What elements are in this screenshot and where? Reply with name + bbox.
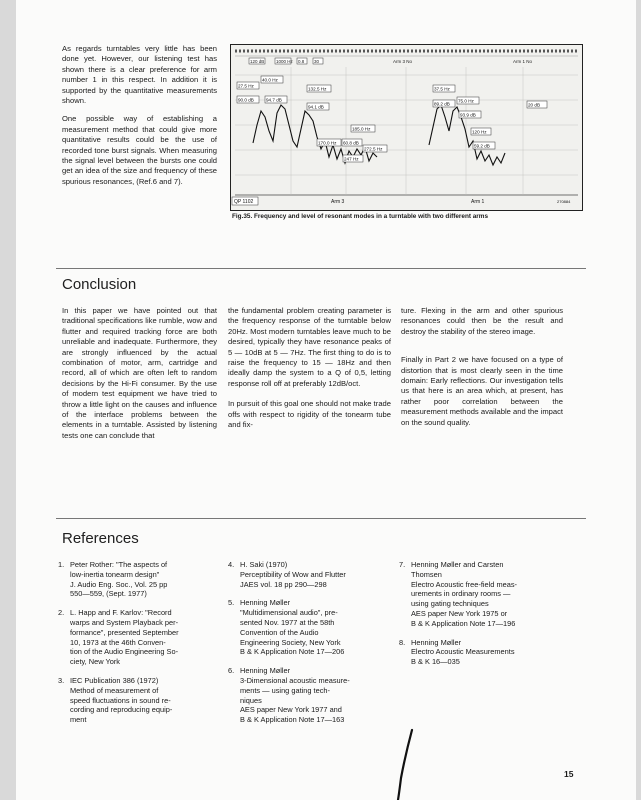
reference-item: 8. Henning Møller Electro Acoustic Measurements B & K 16—035 [399, 637, 515, 667]
marker-label: 90.0 dB [238, 97, 254, 103]
marker-label: 89.2 dB [434, 101, 450, 107]
conclusion-paragraph: ture. Flexing in the arm and other spurious resonances could then be the result and destroy the stability of the stereo image. [401, 306, 563, 336]
conclusion-paragraph: the fundamental problem creating parameter is the frequency response of the turntable below 20Hz. Most modern turntables leave much to be desired, typically they have resonance peaks of 5 — 10dB at 5 — 7Hz. The first thing to do is to raise the frequency to 15 — 18Hz and then ideally damp the system to a Q of 0,5, letting response roll off at preferably 12dB/oct. [228, 306, 391, 388]
marker-label: 272.5 Hz [364, 146, 383, 152]
conclusion-paragraph: In this paper we have pointed out that traditional specifications like rumble, wow and flutter and required tracking force are both unreliable and inadequate. Furthermore, they are strongly influenced by the actual combination of motor, arm, cartridge and record, all of which are often left to random decisions by the Hi-Fi consumer. By the use of modern test equipment we have tried to throw a little light on the causes and influence of the interface problems between the elements in a turntable. Assisted by listening tests one can conclude that [62, 306, 217, 440]
reference-item: 1. Peter Rother: "The aspects of low-inertia tonearm design" J. Audio Eng. Soc., Vol. 25 pp 550—559, (Sept. 1977) [58, 560, 168, 599]
pen-stroke-mark [16, 0, 636, 800]
document-page [16, 0, 636, 800]
marker-label: 247 Hz [344, 156, 359, 162]
figure-caption: Fig.35. Frequency and level of resonant modes in a turntable with two different arms [232, 213, 489, 220]
reference-item: 5. Henning Møller "Multidimensional audio", pre- sented Nov. 1977 at the 58th Convention of the Audio Engineering Society, New York B & K Application Note 17—206 [228, 598, 345, 657]
intro-paragraph-2: One possible way of establishing a measurement method that could give more quantitative results could be the use of recorded tone burst signals. When measuring the signal level between the bursts one could get an idea of the size and frequency of these spurious resonances, (Ref.6 and 7). [62, 114, 217, 186]
marker-label: 170.0 Hz [318, 140, 337, 146]
figure-code-label: 270884 [557, 199, 571, 204]
reference-item: 2. L. Happ and F. Karlov: "Record warps and System Playback per- formance", presented September 10, 1973 at the 46th Conven- tion of the Audio Engineering So- ciety, New York [58, 608, 179, 667]
reference-item: 7. Henning Møller and Carsten Thomsen Electro Acoustic free-field meas- urements in ordinary rooms — using gating techniques AES paper New York 1975 or B & K Application Note 17—196 [399, 560, 517, 628]
marker-label: 37.5 Hz [434, 86, 450, 92]
reference-item: 6. Henning Møller 3-Dimensional acoustic measure- ments — using gating tech- niques AES paper New York 1977 and B & K Application Note 17—163 [228, 666, 350, 725]
reference-item: 4. H. Saki (1970) Perceptibility of Wow and Flutter JAES vol. 18 pp 290—298 [228, 560, 346, 589]
scale-label: 1000 Hz [276, 59, 293, 64]
scale-label: 0.8 [298, 59, 305, 64]
scale-label: 30 [314, 59, 320, 64]
conclusion-paragraph: In pursuit of this goal one should not make trade offs with respect to rigidity of the tonearm tube and fix- [228, 399, 391, 430]
conclusion-heading: Conclusion [62, 276, 137, 293]
marker-label: 94.1 dB [308, 104, 324, 110]
marker-label: 60.8 dB [343, 140, 359, 146]
conclusion-paragraph: Finally in Part 2 we have focused on a type of distortion that is most clearly seen in the time domain: Early reflections. Our investigation tells us that here is an area which, at present, has rather poor correlation between the measurement methods available and the impact on the sound quality. [401, 355, 563, 427]
arm1-top-label: Arm 1 No [513, 59, 533, 64]
figure-corner-label: QP 1102 [234, 199, 254, 205]
marker-label: 94.7 dB [266, 97, 282, 103]
marker-label: 27.5 Hz [238, 83, 254, 89]
intro-paragraph-1: As regards turntables very little has been done yet. However, our listening test has shown there is a clear preference for arm number 1 in this respect. In addition it is supported by the quantitative measurements shown. [62, 44, 217, 106]
page-number: 15 [564, 769, 574, 779]
marker-label: 132.5 Hz [308, 86, 327, 92]
arm1-label: Arm 1 [471, 199, 485, 205]
marker-label: 120 Hz [472, 129, 487, 135]
marker-label: 20 dB [528, 102, 541, 108]
marker-label: 75.0 Hz [458, 98, 474, 104]
marker-label: 185.0 Hz [352, 126, 371, 132]
reference-item: 3. IEC Publication 386 (1972) Method of measurement of speed fluctuations in sound re- cording and reproducing equip- ment [58, 675, 173, 725]
references-heading: References [62, 530, 139, 547]
marker-label: 59.2 dB [474, 143, 490, 149]
scale-label: 120 dB [250, 59, 265, 64]
marker-label: 93.9 dB [460, 112, 476, 118]
arm3-top-label: Arm 3 No [393, 59, 413, 64]
marker-label: 40.0 Hz [262, 77, 278, 83]
arm3-label: Arm 3 [331, 199, 345, 205]
